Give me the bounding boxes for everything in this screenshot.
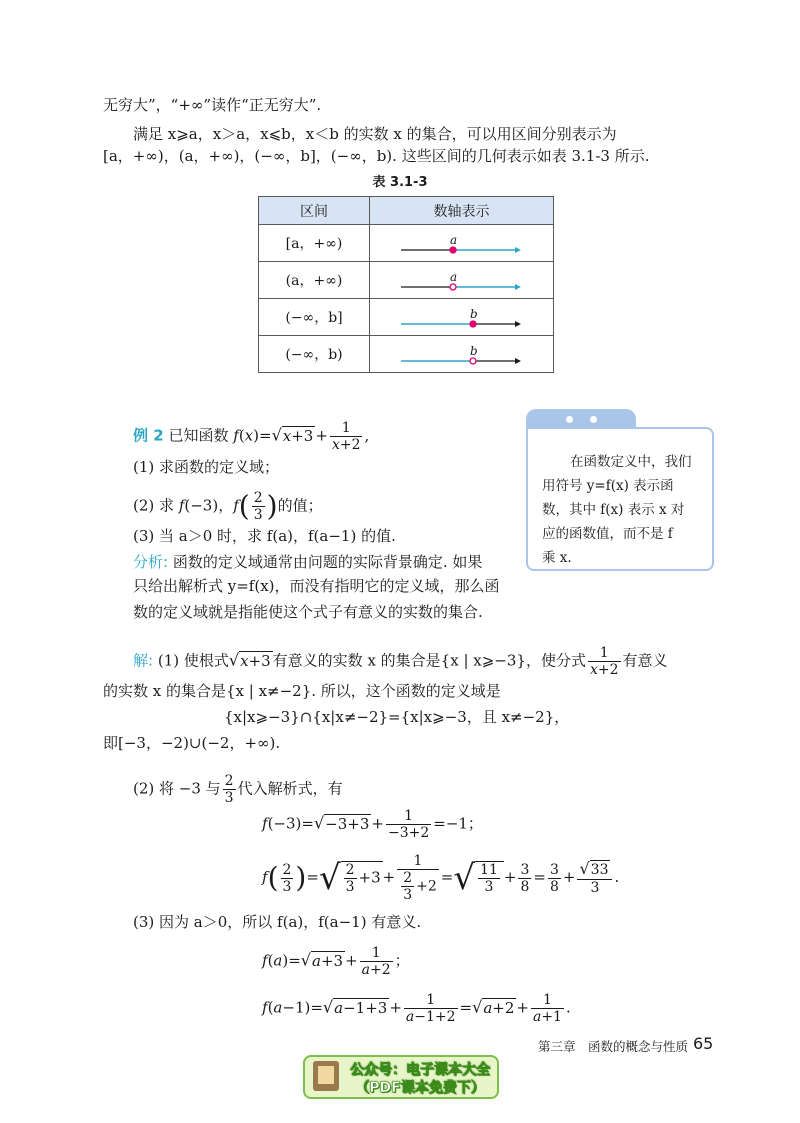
note-line: 用符号 y=f(x) 表示函 xyxy=(542,478,674,494)
endpoint-marker xyxy=(450,284,456,290)
solution-line: 即[−3，−2)∪(−2，+∞). xyxy=(103,734,281,752)
solution-label: 解: xyxy=(133,651,154,670)
analysis-line: 只给出解析式 y=f(x)，而没有指明它的定义域，那么函 xyxy=(133,577,500,595)
endpoint-label: b xyxy=(469,344,478,358)
dot-icon xyxy=(590,416,597,423)
number-line-cell xyxy=(370,336,554,373)
table-header-cell: 数轴表示 xyxy=(370,197,554,225)
note-line: 乘 x. xyxy=(542,550,572,566)
endpoint-marker xyxy=(470,358,476,364)
dot-icon xyxy=(566,416,573,423)
interval-table xyxy=(258,196,554,373)
interval-cell: (a，+∞) xyxy=(259,262,370,299)
note-line: 应的函数值，而不是 f xyxy=(542,526,673,542)
table-row xyxy=(259,225,554,262)
note-box xyxy=(526,409,714,569)
solution-line: 的实数 x 的集合是{x | x≠−2}. 所以，这个函数的定义域是 xyxy=(103,682,501,700)
analysis-text: 函数的定义域通常由问题的实际背景确定. 如果 xyxy=(172,553,483,571)
note-line: 在函数定义中，我们 xyxy=(570,454,692,470)
endpoint-label: a xyxy=(449,233,457,247)
question-3: (3) 当 a＞0 时，求 f(a)，f(a−1) 的值. xyxy=(133,527,396,545)
interval-cell: (−∞，b) xyxy=(259,336,370,373)
table-row xyxy=(259,299,554,336)
arrow-icon xyxy=(515,358,521,364)
solution-text: (2) 将 −3 与 xyxy=(133,779,221,798)
paragraph-line: 满足 x⩾a，x＞a，x⩽b，x＜b 的实数 x 的集合，可以用区间分别表示为 xyxy=(133,125,617,143)
question-2: (2) 求 f(−3)，f( $\frac{2}{3}$ )的值； xyxy=(133,489,323,523)
paragraph-line: 无穷大”，“+∞”读作“正无穷大”. xyxy=(103,96,322,114)
arrow-icon xyxy=(515,247,521,253)
table-header-row xyxy=(259,197,554,225)
example-intro: 已知函数 xyxy=(168,426,229,445)
question-1: (1) 求函数的定义域； xyxy=(133,458,280,476)
table-caption: 表 3.1-3 xyxy=(372,175,428,190)
equation-f-a-minus1: f(a−1)=√a−1+3 + $\frac{1}{a-1+2}$ =√a+2 + $\frac{1}{a+1}$ . xyxy=(262,992,571,1025)
solution-equation: {x|x⩾−3}∩{x|x≠−2}={x|x⩾−3，且 x≠−2}， xyxy=(224,708,570,726)
solution-text: (1) 使根式 xyxy=(157,651,229,670)
analysis-label: 分析: xyxy=(133,553,169,571)
note-line: 数，其中 f(x) 表示 x 对 xyxy=(542,502,685,518)
number-line xyxy=(397,339,527,369)
interval-cell: (−∞，b] xyxy=(259,299,370,336)
endpoint-label: a xyxy=(449,270,457,284)
solution-line: (3) 因为 a＞0，所以 f(a)，f(a−1) 有意义. xyxy=(133,913,422,931)
number-line xyxy=(397,302,527,332)
book-icon xyxy=(313,1061,339,1091)
table-row xyxy=(259,262,554,299)
analysis-line: 数的定义域就是指能使这个式子有意义的实数的集合. xyxy=(133,603,483,621)
example-heading: 例 2 已知函数 f(x)=√x+3 + $\frac{1}{x+2}$ , xyxy=(133,420,370,453)
function-expression: f xyxy=(233,426,239,445)
paragraph-line: [a，+∞)，(a，+∞)，(−∞，b]，(−∞，b). 这些区间的几何表示如表 3.1-3 所示. xyxy=(103,147,650,165)
solution-text: 有意义 xyxy=(622,651,668,670)
endpoint-marker xyxy=(470,321,476,327)
table-row xyxy=(259,336,554,373)
footer-chapter: 第三章 函数的概念与性质 xyxy=(538,1039,689,1054)
number-line xyxy=(397,265,527,295)
arrow-icon xyxy=(515,321,521,327)
question-2-suffix: 的值； xyxy=(277,496,323,515)
page-number: 65 xyxy=(693,1034,714,1053)
question-2-prefix: (2) 求 xyxy=(133,496,175,515)
table-header-cell: 区间 xyxy=(259,197,370,225)
endpoint-marker xyxy=(450,247,456,253)
arrow-icon xyxy=(515,284,521,290)
promo-line: （PDF课本免费下） xyxy=(355,1080,485,1096)
note-body xyxy=(526,427,714,571)
interval-cell: [a，+∞) xyxy=(259,225,370,262)
promo-line: 公众号：电子课本大全 xyxy=(350,1062,490,1078)
endpoint-label: b xyxy=(469,307,478,321)
promo-banner[interactable] xyxy=(303,1055,499,1099)
equation-f-two-thirds: f( $\frac{2}{3}$ )=√ $\frac{2}{3}$ +3 + 1 $\frac{2}{3}$ +2 =√ $\frac{11}{3}$ + $\frac{3}{8}$ = $\frac{3}{8}$ + $\frac{√33}{3}$ . xyxy=(262,853,620,903)
solution-text: 代入解析式，有 xyxy=(237,779,343,798)
number-line-cell xyxy=(370,225,554,262)
number-line-cell xyxy=(370,262,554,299)
solution-line: 解: (1) 使根式√x+3 有意义的实数 x 的集合是{x | x⩾−3}，使分式 $\frac{1}{x+2}$ 有意义 xyxy=(133,645,668,678)
example-label: 例 2 xyxy=(133,426,164,445)
equation-f-minus3: f(−3)=√−3+3 + $\frac{1}{-3+2}$ =−1； xyxy=(262,808,483,841)
solution-text: 有意义的实数 x 的集合是{x | x⩾−3}，使分式 xyxy=(272,651,586,670)
number-line-cell xyxy=(370,299,554,336)
solution-line: (2) 将 −3 与 $\frac{2}{3}$ 代入解析式，有 xyxy=(133,773,343,806)
analysis-line xyxy=(133,552,482,572)
number-line xyxy=(397,228,527,258)
equation-f-a: f(a)=√a+3 + $\frac{1}{a+2}$ ； xyxy=(262,945,410,978)
